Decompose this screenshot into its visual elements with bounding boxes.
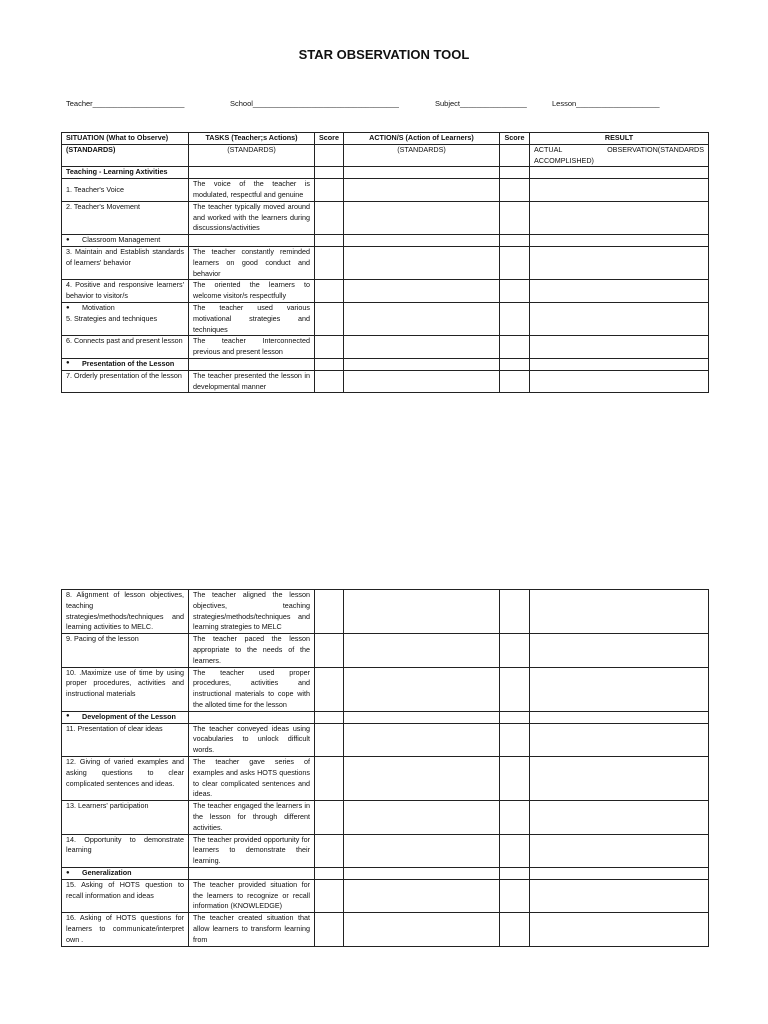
table-row (62, 667, 709, 711)
score-cell[interactable] (500, 867, 530, 879)
score-cell[interactable] (315, 302, 344, 335)
subsection-label: Motivation (82, 302, 115, 312)
task-cell: The voice of the teacher is modulated, respectful and genuine (189, 179, 315, 202)
result-cell[interactable] (530, 336, 709, 359)
situation-header: SITUATION (What to Observe) (62, 133, 189, 145)
lesson-field[interactable]: Lesson____________________ (552, 99, 660, 108)
result-header: RESULT (530, 133, 709, 145)
subsection-label: Development of the Lesson (82, 711, 176, 721)
task-cell: The teacher provided situation for the learners to recognize or recall information (KNOWLEDGE) (189, 879, 315, 912)
score-cell[interactable] (315, 336, 344, 359)
situation-cell: 2. Teacher's Movement (62, 201, 189, 234)
result-cell[interactable] (530, 235, 709, 247)
score-cell[interactable] (500, 834, 530, 867)
task-cell: The teacher gave series of examples and asks HOTS questions to clear complicated sentences and ideas. (189, 756, 315, 800)
subsection-label: Generalization (82, 867, 132, 877)
score-cell[interactable] (500, 144, 530, 167)
score-cell[interactable] (315, 834, 344, 867)
situation-cell: 16. Asking of HOTS questions for learners to communicate/interpret own . (62, 913, 189, 946)
teacher-field[interactable]: Teacher______________________ (66, 99, 185, 108)
score-header: Score (315, 133, 344, 145)
score-cell[interactable] (500, 879, 530, 912)
table-row (62, 634, 709, 667)
table-row (62, 179, 709, 202)
result-cell[interactable] (530, 179, 709, 202)
score-cell[interactable] (500, 756, 530, 800)
table-row (62, 756, 709, 800)
result-cell[interactable] (530, 879, 709, 912)
action-cell[interactable] (344, 834, 500, 867)
table-row (62, 913, 709, 946)
result-cell[interactable] (530, 913, 709, 946)
score-cell[interactable] (315, 358, 344, 370)
score-cell[interactable] (500, 179, 530, 202)
bullet-icon: ● (66, 237, 70, 244)
action-cell[interactable] (344, 280, 500, 303)
task-cell (189, 867, 315, 879)
table-row (62, 590, 709, 634)
action-cell[interactable] (344, 302, 500, 335)
action-cell[interactable] (344, 336, 500, 359)
action-cell[interactable] (344, 167, 500, 179)
action-cell[interactable] (344, 246, 500, 279)
result-cell[interactable] (530, 302, 709, 335)
task-cell: The teacher provided opportunity for learners to demonstrate their learning. (189, 834, 315, 867)
situation-cell: 10. .Maximize use of time by using proper procedures, activities and instructional materials (62, 667, 189, 711)
header-fields (0, 99, 768, 111)
situation-cell: 6. Connects past and present lesson (62, 336, 189, 359)
score-cell[interactable] (315, 590, 344, 634)
score-cell[interactable] (315, 201, 344, 234)
task-cell (189, 235, 315, 247)
situation-cell: 12. Giving of varied examples and asking questions to clear complicated sentences and ideas. (62, 756, 189, 800)
score-cell[interactable] (500, 723, 530, 756)
situation-cell: 8. Alignment of lesson objectives, teaching strategies/methods/techniques and learning activities to MELC. (62, 590, 189, 634)
score-cell[interactable] (315, 370, 344, 393)
table-row (62, 723, 709, 756)
result-cell[interactable] (530, 358, 709, 370)
score-cell[interactable] (500, 370, 530, 393)
score-cell[interactable] (500, 634, 530, 667)
table-row (62, 336, 709, 359)
score-header: Score (500, 133, 530, 145)
situation-cell: 7. Orderly presentation of the lesson (62, 370, 189, 393)
situation-cell: 3. Maintain and Establish standards of learners' behavior (62, 246, 189, 279)
score-cell[interactable] (315, 246, 344, 279)
bullet-icon: ● (66, 869, 70, 876)
situation-cell: 4. Positive and responsive learners' behavior to visitor/s (62, 280, 189, 303)
subsection-cell (62, 235, 189, 247)
subject-field[interactable]: Subject________________ (435, 99, 527, 108)
action-cell[interactable] (344, 634, 500, 667)
result-cell[interactable] (530, 667, 709, 711)
table-row (62, 280, 709, 303)
task-cell: The teacher created situation that allow learners to transform learning from (189, 913, 315, 946)
task-cell: The teacher engaged the learners in the lesson for through different activities. (189, 801, 315, 834)
action-cell[interactable] (344, 801, 500, 834)
subsection-row (62, 235, 709, 247)
score-cell[interactable] (500, 590, 530, 634)
subsection-row (62, 711, 709, 723)
standards-row (62, 144, 709, 167)
result-cell[interactable] (530, 834, 709, 867)
score-cell[interactable] (500, 280, 530, 303)
task-cell: The teacher constantly reminded learners on good conduct and behavior (189, 246, 315, 279)
score-cell[interactable] (500, 711, 530, 723)
table-row (62, 801, 709, 834)
situation-cell: 11. Presentation of clear ideas (62, 723, 189, 756)
bullet-icon: ● (66, 712, 70, 719)
task-cell: The teacher paced the lesson appropriate to the needs of the learners. (189, 634, 315, 667)
result-cell[interactable] (530, 711, 709, 723)
action-cell[interactable] (344, 179, 500, 202)
score-cell[interactable] (500, 358, 530, 370)
task-cell: The teacher conveyed ideas using vocabularies to unlock difficult words. (189, 723, 315, 756)
result-cell[interactable] (530, 201, 709, 234)
bullet-icon: ● (66, 359, 70, 366)
table-row (62, 834, 709, 867)
score-cell[interactable] (315, 723, 344, 756)
score-cell[interactable] (500, 336, 530, 359)
tasks-header: TASKS (Teacher;s Actions) (189, 133, 315, 145)
situation-cell (62, 302, 189, 335)
score-cell[interactable] (315, 711, 344, 723)
actions-header: ACTION/S (Action of Learners) (344, 133, 500, 145)
table-row (62, 370, 709, 393)
task-cell (189, 167, 315, 179)
task-cell: The teacher presented the lesson in developmental manner (189, 370, 315, 393)
subsection-cell (62, 867, 189, 879)
situation-cell: 13. Learners' participation (62, 801, 189, 834)
result-cell[interactable] (530, 634, 709, 667)
document-title: STAR OBSERVATION TOOL (298, 47, 470, 62)
action-cell[interactable] (344, 235, 500, 247)
score-cell[interactable] (315, 801, 344, 834)
actions-standards: (STANDARDS) (344, 144, 500, 167)
task-cell: The teacher used various motivational strategies and techniques (189, 302, 315, 335)
table-row (62, 201, 709, 234)
task-cell (189, 711, 315, 723)
section-label-teaching: Teaching - Learning Axtivities (62, 167, 189, 179)
task-cell (189, 358, 315, 370)
score-cell[interactable] (315, 756, 344, 800)
result-cell[interactable] (530, 280, 709, 303)
score-cell[interactable] (315, 167, 344, 179)
subsection-label: Presentation of the Lesson (82, 358, 175, 368)
situation-standards: (STANDARDS) (62, 144, 189, 167)
subsection-cell (62, 711, 189, 723)
situation-cell: 15. Asking of HOTS question to recall information and ideas (62, 879, 189, 912)
score-cell[interactable] (315, 667, 344, 711)
table-row (62, 302, 709, 335)
score-cell[interactable] (315, 867, 344, 879)
action-cell[interactable] (344, 723, 500, 756)
tasks-standards: (STANDARDS) (189, 144, 315, 167)
result-cell[interactable] (530, 723, 709, 756)
score-cell[interactable] (500, 913, 530, 946)
situation-cell: 9. Pacing of the lesson (62, 634, 189, 667)
action-cell[interactable] (344, 201, 500, 234)
result-cell[interactable] (530, 801, 709, 834)
section-row (62, 167, 709, 179)
score-cell[interactable] (315, 634, 344, 667)
result-cell[interactable] (530, 167, 709, 179)
task-cell: The oriented the learners to welcome visitor/s respectfully (189, 280, 315, 303)
situation-cell: 14. Opportunity to demonstrate learning (62, 834, 189, 867)
task-cell: The teacher used proper procedures, activities and instructional materials to cope with the alloted time for the lesson (189, 667, 315, 711)
result-cell[interactable] (530, 370, 709, 393)
result-cell[interactable] (530, 756, 709, 800)
action-cell[interactable] (344, 590, 500, 634)
score-cell[interactable] (315, 144, 344, 167)
action-cell[interactable] (344, 867, 500, 879)
subsection-cell (62, 358, 189, 370)
result-standards: ACTUAL OBSERVATION(STANDARDS ACCOMPLISHED) (530, 144, 709, 167)
subsection-row (62, 867, 709, 879)
observation-table-part2 (61, 589, 709, 947)
action-cell[interactable] (344, 879, 500, 912)
observation-table-part1 (61, 132, 709, 393)
action-cell[interactable] (344, 913, 500, 946)
score-cell[interactable] (500, 235, 530, 247)
action-cell[interactable] (344, 756, 500, 800)
bullet-icon: ● (66, 304, 70, 311)
result-cell[interactable] (530, 867, 709, 879)
table-row (62, 879, 709, 912)
score-cell[interactable] (500, 667, 530, 711)
subsection-label: Classroom Management (82, 235, 161, 245)
score-cell[interactable] (315, 179, 344, 202)
score-cell[interactable] (315, 235, 344, 247)
action-cell[interactable] (344, 667, 500, 711)
situation-text: 5. Strategies and techniques (66, 313, 158, 323)
score-cell[interactable] (500, 201, 530, 234)
score-cell[interactable] (500, 246, 530, 279)
situation-cell: 1. Teacher's Voice (62, 179, 189, 202)
result-cell[interactable] (530, 246, 709, 279)
score-cell[interactable] (315, 879, 344, 912)
school-field[interactable]: School___________________________________ (230, 99, 399, 108)
action-cell[interactable] (344, 711, 500, 723)
action-cell[interactable] (344, 370, 500, 393)
task-cell: The teacher typically moved around and worked with the learners during discussions/activities (189, 201, 315, 234)
table-row (62, 246, 709, 279)
result-cell[interactable] (530, 590, 709, 634)
header-row (62, 133, 709, 145)
score-cell[interactable] (500, 167, 530, 179)
subsection-row (62, 358, 709, 370)
score-cell[interactable] (315, 913, 344, 946)
score-cell[interactable] (500, 302, 530, 335)
task-cell: The teacher Interconnected previous and present lesson (189, 336, 315, 359)
score-cell[interactable] (500, 801, 530, 834)
score-cell[interactable] (315, 280, 344, 303)
action-cell[interactable] (344, 358, 500, 370)
task-cell: The teacher aligned the lesson objectives, teaching strategies/methods/techniques and learning strategies to MELC (189, 590, 315, 634)
